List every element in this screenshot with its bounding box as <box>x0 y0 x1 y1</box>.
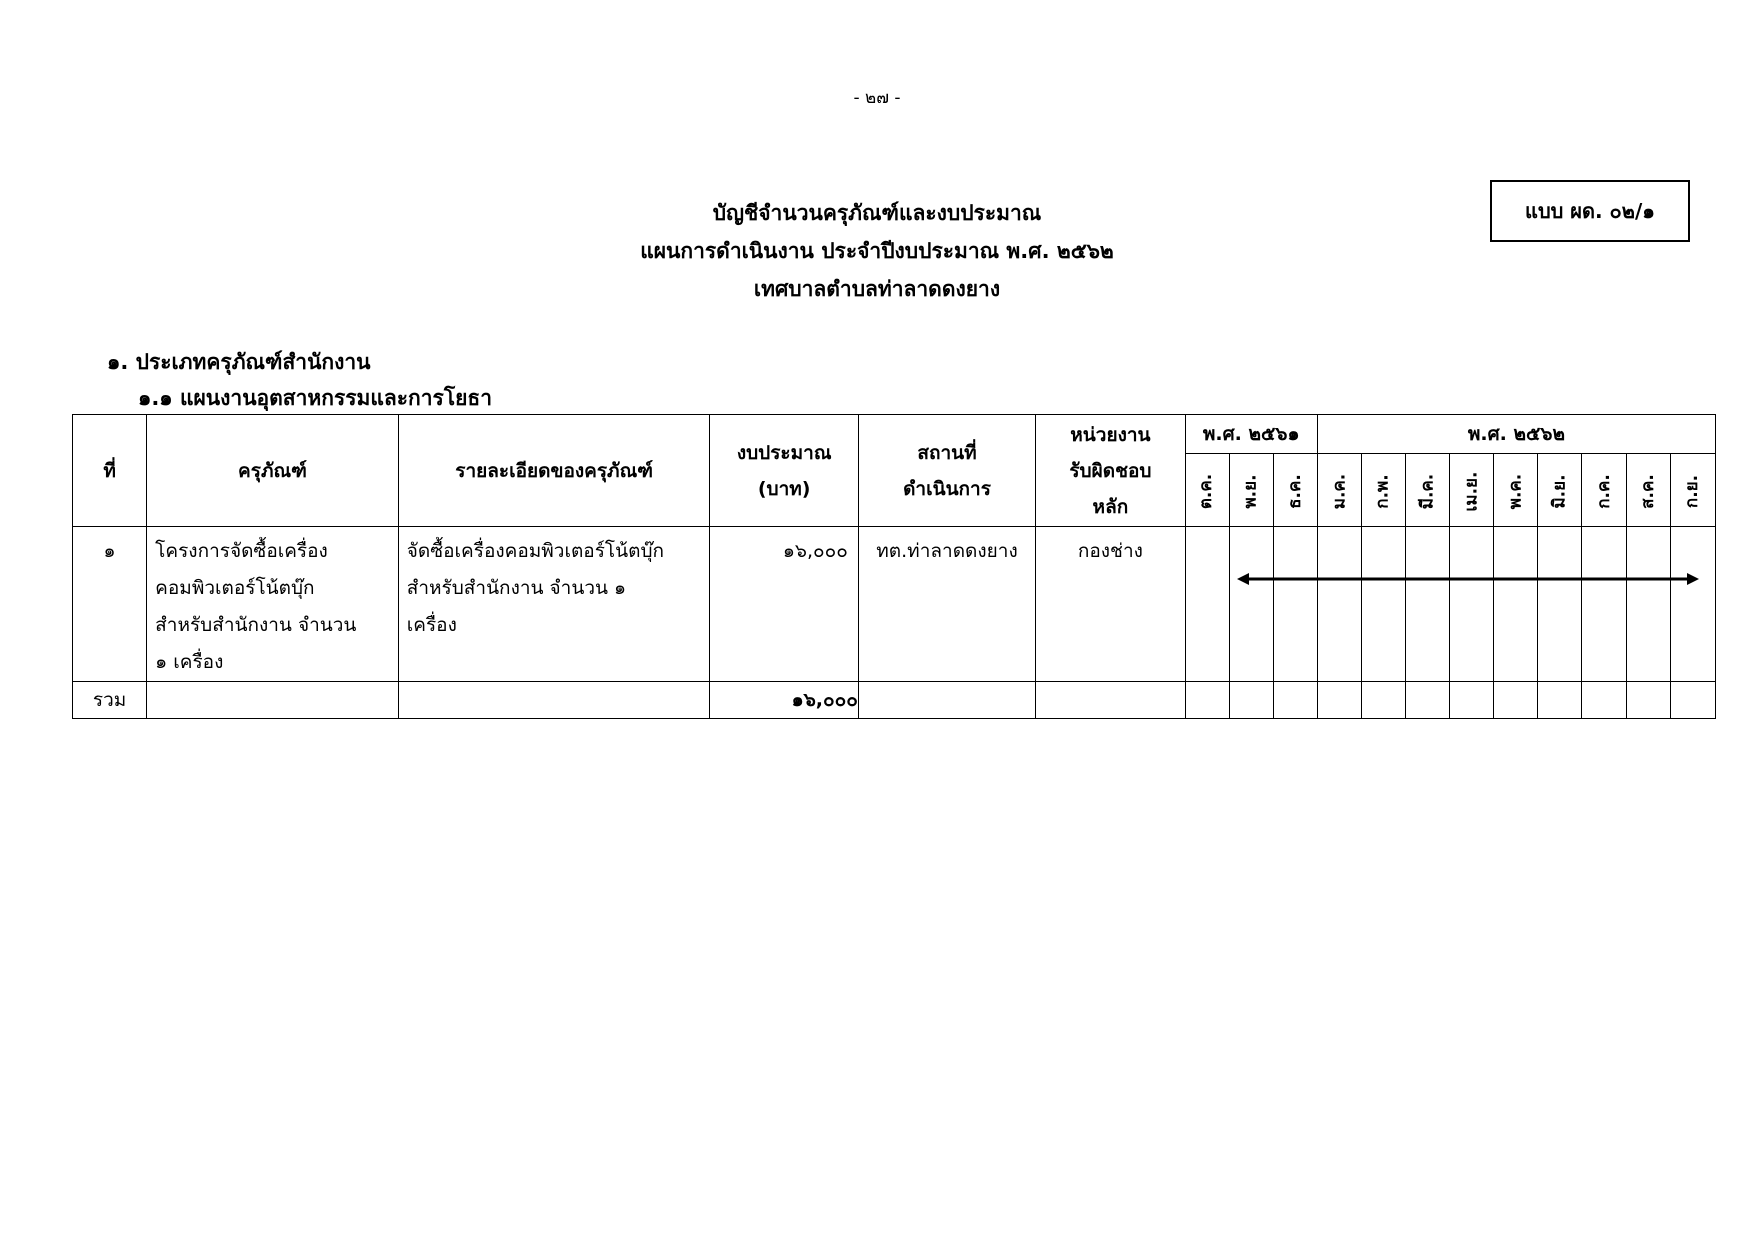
row-item-line: สำหรับสำนักงาน จำนวน <box>155 614 357 636</box>
total-label: รวม <box>73 682 147 719</box>
row-detail-cell <box>398 527 710 682</box>
row-item-line: คอมพิวเตอร์โน้ตบุ๊ก <box>155 577 315 599</box>
header-location <box>858 415 1035 527</box>
header-item: ครุภัณฑ์ <box>147 415 399 527</box>
row-item-line: ๑ เครื่อง <box>155 651 224 673</box>
row-no-cell <box>73 527 147 682</box>
month-header <box>1185 454 1229 527</box>
month-header <box>1450 454 1494 527</box>
row-budget-cell <box>710 527 858 682</box>
month-cell <box>1670 682 1715 719</box>
month-header <box>1626 454 1670 527</box>
row-item-cell <box>147 527 399 682</box>
page-number: - ๒๗ - <box>853 88 901 108</box>
header-unit <box>1036 415 1185 527</box>
month-label: ส.ค. <box>1637 474 1658 509</box>
header-detail: รายละเอียดของครุภัณฑ์ <box>398 415 710 527</box>
month-label: ก.ย. <box>1682 474 1703 509</box>
timeline-arrow <box>1237 571 1699 587</box>
total-empty-cell <box>147 682 399 719</box>
month-cell <box>1406 527 1450 682</box>
month-label: ธ.ค. <box>1284 474 1305 509</box>
month-cell <box>1229 682 1273 719</box>
month-label: พ.ค. <box>1505 473 1526 510</box>
month-cell <box>1361 527 1405 682</box>
month-header <box>1406 454 1450 527</box>
row-detail-line: เครื่อง <box>406 614 457 636</box>
table-row <box>73 527 1716 682</box>
equipment-plan-table <box>72 414 1716 719</box>
month-label: ม.ค. <box>1328 473 1349 510</box>
month-header <box>1229 454 1273 527</box>
total-row <box>73 682 1716 719</box>
document-titles <box>0 194 1754 308</box>
header-budget-line1: งบประมาณ <box>736 441 832 464</box>
month-label: มิ.ย. <box>1549 474 1570 509</box>
row-item <box>147 527 398 681</box>
month-label: ก.พ. <box>1373 474 1394 509</box>
month-cell <box>1229 527 1273 682</box>
month-header <box>1538 454 1582 527</box>
timeline-arrowhead-left <box>1237 573 1249 585</box>
month-cell <box>1582 527 1626 682</box>
month-cell <box>1317 682 1361 719</box>
document-title: บัญชีจำนวนครุภัณฑ์และงบประมาณ <box>712 201 1042 225</box>
month-cell <box>1406 682 1450 719</box>
month-label: พ.ย. <box>1240 474 1261 509</box>
row-no: ๑ <box>103 540 116 562</box>
row-unit: กองช่าง <box>1077 540 1143 562</box>
month-cell <box>1670 527 1715 682</box>
header-location-line1: สถานที่ <box>917 441 977 464</box>
month-cell <box>1450 527 1494 682</box>
header-year-2562: พ.ศ. ๒๕๖๒ <box>1317 415 1715 454</box>
subsection-heading: ๑.๑ แผนงานอุตสาหกรรมและการโยธา <box>138 386 493 410</box>
row-detail-line: สำหรับสำนักงาน จำนวน ๑ <box>406 577 627 599</box>
month-header <box>1494 454 1538 527</box>
header-budget-line2: (บาท) <box>757 477 811 500</box>
row-budget: ๑๖,๐๐๐ <box>782 540 848 562</box>
timeline-arrowhead-right <box>1687 573 1699 585</box>
month-cell <box>1185 527 1229 682</box>
month-header <box>1582 454 1626 527</box>
total-budget: ๑๖,๐๐๐ <box>710 682 858 719</box>
header-year-2561: พ.ศ. ๒๕๖๑ <box>1185 415 1317 454</box>
document-subtitle: แผนการดำเนินงาน ประจำปีงบประมาณ พ.ศ. ๒๕๖๒ <box>640 239 1114 263</box>
header-location-line2: ดำเนินการ <box>903 477 991 500</box>
month-label: เม.ย. <box>1461 471 1482 512</box>
month-cell <box>1185 682 1229 719</box>
header-unit-line2: รับผิดชอบ <box>1069 459 1152 482</box>
month-header <box>1670 454 1715 527</box>
header-budget <box>710 415 858 527</box>
month-header <box>1361 454 1405 527</box>
month-label: มี.ค. <box>1417 473 1438 510</box>
total-empty-cell <box>858 682 1035 719</box>
row-location-cell <box>858 527 1035 682</box>
month-label: ก.ค. <box>1593 474 1614 509</box>
header-unit-line1: หน่วยงาน <box>1070 423 1151 446</box>
total-empty-cell <box>1036 682 1185 719</box>
form-code: แบบ ผด. ๐๒/๑ <box>1525 199 1655 223</box>
total-empty-cell <box>398 682 710 719</box>
row-unit-cell <box>1036 527 1185 682</box>
row-detail-line: จัดซื้อเครื่องคอมพิวเตอร์โน้ตบุ๊ก <box>406 540 665 562</box>
month-header <box>1273 454 1317 527</box>
month-cell <box>1626 527 1670 682</box>
month-cell <box>1538 527 1582 682</box>
month-cell <box>1273 527 1317 682</box>
month-cell <box>1582 682 1626 719</box>
month-cell <box>1273 682 1317 719</box>
section-heading: ๑. ประเภทครุภัณฑ์สำนักงาน <box>107 350 371 374</box>
month-cell <box>1361 682 1405 719</box>
month-cell <box>1317 527 1361 682</box>
month-label: ต.ค. <box>1196 473 1217 510</box>
month-cell <box>1494 682 1538 719</box>
organization-name: เทศบาลตำบลท่าลาดดงยาง <box>753 277 1001 301</box>
row-item-line: โครงการจัดซื้อเครื่อง <box>155 540 328 562</box>
header-no: ที่ <box>73 415 147 527</box>
header-unit-line3: หลัก <box>1092 495 1129 518</box>
month-header <box>1317 454 1361 527</box>
month-cell <box>1626 682 1670 719</box>
month-cell <box>1450 682 1494 719</box>
row-location: ทต.ท่าลาดดงยาง <box>876 540 1018 562</box>
month-cell <box>1538 682 1582 719</box>
month-cell <box>1494 527 1538 682</box>
row-detail <box>399 527 710 644</box>
